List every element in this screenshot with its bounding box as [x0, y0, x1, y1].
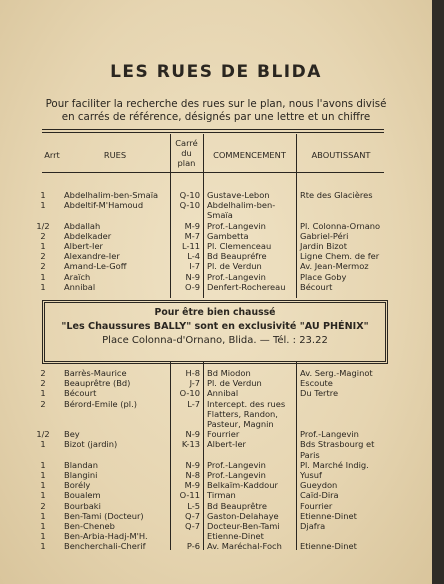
- start-street-cell: Intercept. des rues: [207, 398, 286, 409]
- start-street-cell: Pl. de Verdun: [207, 378, 262, 389]
- arrondissement-cell: 1: [40, 490, 46, 501]
- intro-line-2: en carrés de référence, désignés par une lettre et un chiffre: [61, 111, 371, 123]
- ad-headline: Pour être bien chaussé: [154, 307, 276, 318]
- start-street-cell: Fourrier: [207, 429, 240, 440]
- start-street-cell: Annibal: [207, 388, 239, 399]
- street-name-cell: Bourbaki: [64, 500, 101, 511]
- grid-square-cell: N-9: [185, 429, 200, 440]
- end-street-cell: Paris: [300, 449, 320, 460]
- arrondissement-cell: 2: [40, 378, 46, 389]
- start-street-cell: Prof.-Langevin: [207, 271, 266, 282]
- book-edge: [432, 0, 444, 584]
- grid-square-cell: N-9: [185, 271, 200, 282]
- end-street-cell: Etienne-Dinet: [300, 541, 357, 552]
- end-street-cell: Du Tertre: [300, 388, 339, 399]
- arrondissement-cell: 1: [40, 190, 46, 200]
- header-carre-line-2: du: [181, 148, 192, 158]
- header-rues: RUES: [103, 150, 127, 160]
- grid-square-cell: K-13: [181, 439, 200, 450]
- start-street-cell: Flatters, Randon,: [207, 408, 278, 419]
- start-street-cell: Pl. Clemenceau: [207, 241, 272, 251]
- arrondissement-cell: 1: [40, 531, 46, 542]
- end-street-cell: Escoute: [300, 378, 333, 389]
- grid-square-cell: L-4: [187, 251, 200, 262]
- arrondissement-cell: 1: [40, 480, 46, 491]
- grid-square-cell: Q-10: [179, 200, 200, 211]
- header-commencement: COMMENCEMENT: [213, 150, 286, 160]
- street-name-cell: Abdallah: [64, 220, 101, 231]
- grid-square-cell: L-5: [187, 500, 200, 511]
- start-street-cell: Albert-Ier: [207, 439, 246, 450]
- end-street-cell: Pl. Colonna-Ornano: [300, 220, 381, 231]
- arrondissement-cell: 2: [40, 261, 46, 272]
- header-carre: [170, 138, 203, 168]
- table-top-rule-2: [42, 132, 384, 133]
- advertisement-box: [42, 300, 388, 364]
- grid-square-cell: O-9: [184, 281, 200, 292]
- end-street-cell: Etienne-Dinet: [300, 510, 357, 521]
- arrondissement-cell: 1: [40, 459, 46, 470]
- end-street-cell: Pl. Marché Indig.: [300, 459, 369, 470]
- arrondissement-cell: 1: [40, 510, 46, 521]
- page-title: LES RUES DE BLIDA: [110, 62, 322, 82]
- end-street-cell: Ligne Chem. de fer: [300, 251, 380, 262]
- start-street-cell: Tirman: [207, 490, 236, 501]
- arrondissement-cell: 2: [40, 500, 46, 511]
- ad-address: Place Colonna-d'Ornano, Blida. — Tél. : 23.22: [102, 335, 328, 346]
- arrondissement-cell: 1: [40, 271, 46, 282]
- start-street-cell: Prof.-Langevin: [207, 459, 266, 470]
- start-street-cell: Bd Beauprêtre: [207, 500, 267, 511]
- end-street-cell: Av. Jean-Mermoz: [300, 261, 369, 272]
- arrondissement-cell: 1/2: [36, 429, 50, 440]
- header-arrt: Arrt: [44, 150, 60, 160]
- grid-square-cell: M-7: [184, 230, 200, 241]
- start-street-cell: Prof.-Langevin: [207, 470, 266, 480]
- end-street-cell: Prof.-Langevin: [300, 429, 359, 440]
- column-divider-commencement-left-2: [203, 362, 204, 550]
- grid-square-cell: O-10: [179, 388, 200, 399]
- street-name-cell: Araïch: [64, 271, 91, 282]
- arrondissement-cell: 2: [40, 368, 46, 378]
- grid-square-cell: N-9: [185, 459, 200, 470]
- grid-square-cell: L-7: [187, 398, 200, 409]
- start-street-cell: Docteur-Ben-Tami: [207, 521, 280, 531]
- grid-square-cell: M-9: [184, 480, 200, 491]
- arrondissement-cell: 2: [40, 230, 46, 241]
- end-street-cell: Fourrier: [300, 500, 333, 511]
- start-street-cell: Bd Beaupréfre: [207, 251, 267, 262]
- start-street-cell: Gambetta: [207, 230, 249, 241]
- arrondissement-cell: 1: [40, 200, 46, 211]
- header-carre-line-3: plan: [177, 158, 196, 168]
- ad-slogan: "Les Chaussures BALLY" sont en exclusivité "AU PHÉNIX": [61, 321, 369, 332]
- start-street-cell: Gaston-Delahaye: [207, 510, 279, 521]
- grid-square-cell: L-11: [181, 241, 200, 251]
- street-name-cell: Ben-Arbia-Hadj-M'H.: [64, 531, 148, 542]
- start-street-cell: Smaïa: [207, 210, 233, 221]
- end-street-cell: Djafra: [300, 521, 326, 531]
- arrondissement-cell: 2: [40, 398, 46, 409]
- end-street-cell: Rte des Glacières: [300, 190, 373, 200]
- street-name-cell: Borély: [64, 480, 91, 491]
- street-name-cell: Ben-Tami (Docteur): [64, 510, 144, 521]
- header-aboutissant: ABOUTISSANT: [311, 150, 371, 160]
- street-name-cell: Beauprêtre (Bd): [64, 378, 131, 389]
- arrondissement-cell: 1: [40, 521, 46, 531]
- arrondissement-cell: 1: [40, 541, 46, 552]
- grid-square-cell: M-9: [184, 220, 200, 231]
- arrondissement-cell: 1: [40, 439, 46, 450]
- street-name-cell: Barrès-Maurice: [64, 368, 127, 378]
- street-name-cell: Annibal: [64, 281, 96, 292]
- start-street-cell: Pl. de Verdun: [207, 261, 262, 272]
- arrondissement-cell: 2: [40, 251, 46, 262]
- column-divider-aboutissant-left-2: [296, 362, 297, 550]
- start-street-cell: Prof.-Langevin: [207, 220, 266, 231]
- arrondissement-cell: 1: [40, 281, 46, 292]
- street-name-cell: Blangini: [64, 470, 98, 480]
- grid-square-cell: N-8: [185, 470, 200, 480]
- end-street-cell: Gueydon: [300, 480, 338, 491]
- end-street-cell: Caïd-Dira: [300, 490, 339, 501]
- start-street-cell: Abdelhalim-ben-: [207, 200, 276, 211]
- street-name-cell: Abdelkader: [64, 230, 112, 241]
- street-name-cell: Albert-Ier: [64, 241, 103, 251]
- end-street-cell: Yusuf: [300, 470, 322, 480]
- grid-square-cell: Q-10: [179, 190, 200, 200]
- start-street-cell: Gustave-Lebon: [207, 190, 270, 200]
- start-street-cell: Denfert-Rochereau: [207, 281, 286, 292]
- arrondissement-cell: 1: [40, 241, 46, 251]
- arrondissement-cell: 1/2: [36, 220, 50, 231]
- street-name-cell: Ben-Cheneb: [64, 521, 115, 531]
- street-name-cell: Bizot (jardin): [64, 439, 118, 450]
- end-street-cell: Bécourt: [300, 281, 333, 292]
- start-street-cell: Etienne-Dinet: [207, 531, 264, 542]
- street-name-cell: Blandan: [64, 459, 98, 470]
- grid-square-cell: I-7: [189, 261, 200, 272]
- street-name-cell: Bérord-Emile (pl.): [64, 398, 137, 409]
- header-carre-line-1: Carré: [175, 138, 198, 148]
- street-name-cell: Bey: [64, 429, 80, 440]
- arrondissement-cell: 1: [40, 470, 46, 480]
- end-street-cell: Bds Strasbourg et: [300, 439, 375, 450]
- start-street-cell: Av. Maréchal-Foch: [207, 541, 282, 552]
- end-street-cell: Place Goby: [300, 271, 347, 282]
- grid-square-cell: P-6: [186, 541, 200, 552]
- street-name-cell: Alexandre-Ier: [64, 251, 120, 262]
- street-name-cell: Boualem: [64, 490, 101, 501]
- street-name-cell: Bécourt: [64, 388, 97, 399]
- grid-square-cell: O-11: [179, 490, 200, 501]
- start-street-cell: Belkaïm-Kaddour: [207, 480, 278, 491]
- header-bottom-rule: [42, 172, 384, 173]
- end-street-cell: Av. Serg.-Maginot: [300, 368, 373, 378]
- intro-text: [20, 98, 412, 124]
- street-name-cell: Bencherchali-Cherif: [64, 541, 146, 552]
- table-top-rule: [42, 129, 384, 130]
- grid-square-cell: J-7: [189, 378, 200, 389]
- street-name-cell: Abdeltif-M'Hamoud: [64, 200, 144, 211]
- grid-square-cell: Q-7: [184, 521, 200, 531]
- grid-square-cell: H-8: [185, 368, 200, 378]
- arrondissement-cell: 1: [40, 388, 46, 399]
- start-street-cell: Pasteur, Magnin: [207, 419, 274, 429]
- street-name-cell: Amand-Le-Goff: [64, 261, 127, 272]
- end-street-cell: Gabriel-Péri: [300, 230, 349, 241]
- end-street-cell: Jardin Bizot: [300, 241, 347, 251]
- street-name-cell: Abdelhalim-ben-Smaïa: [64, 190, 159, 200]
- grid-square-cell: Q-7: [184, 510, 200, 521]
- start-street-cell: Bd Miodon: [207, 368, 251, 378]
- intro-line-1: Pour faciliter la recherche des rues sur le plan, nous l'avons divisé: [45, 98, 387, 110]
